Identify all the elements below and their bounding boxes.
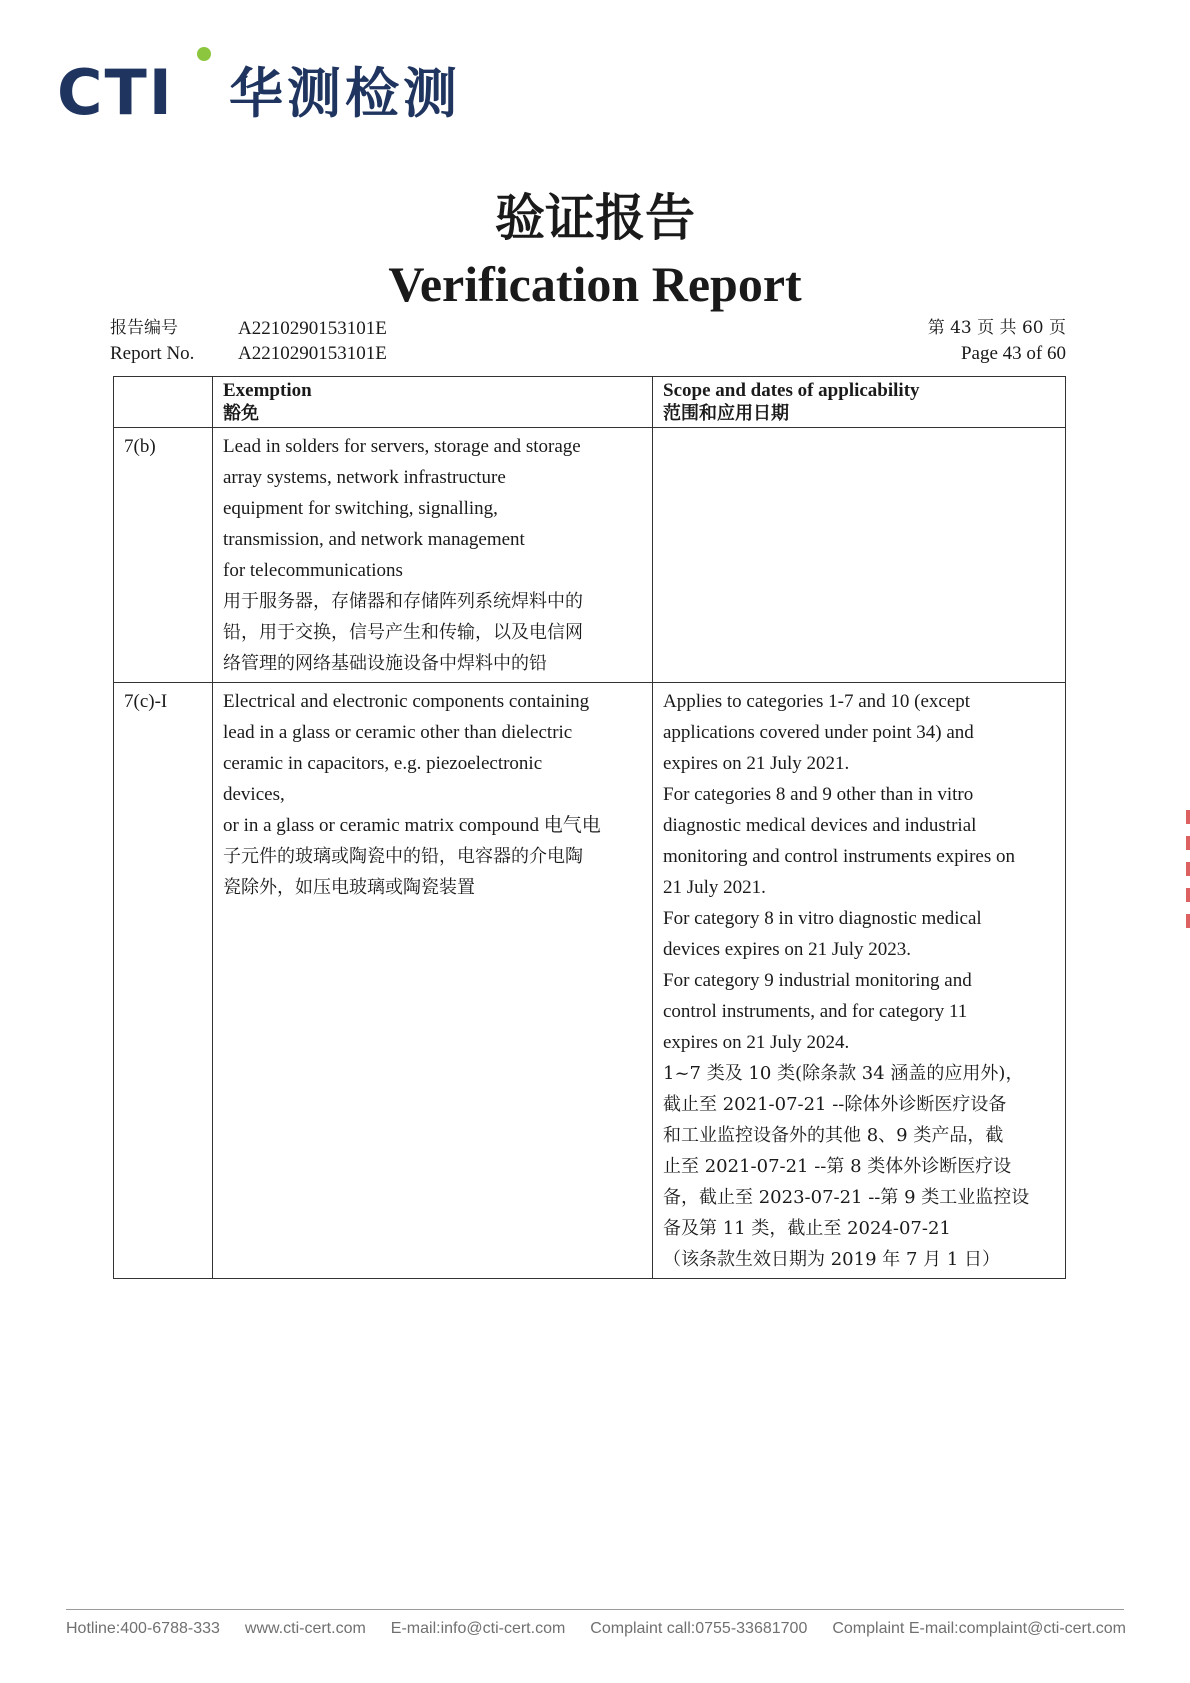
report-no-label-cn: 报告编号 (110, 318, 178, 338)
exemption-cell (213, 683, 653, 1279)
exemption-line: 用于服务器，存储器和存储阵列系统焊料中的 (223, 591, 583, 612)
row-number: 7(b) (114, 428, 213, 683)
row-number: 7(c)-I (114, 683, 213, 1279)
table-row (114, 428, 1066, 683)
exemption-line: or in a glass or ceramic matrix compound 电气电 (223, 815, 601, 836)
exemption-line: transmission, and network management (223, 529, 525, 550)
footer-website: www.cti-cert.com (244, 1620, 366, 1637)
scope-line: For categories 8 and 9 other than in vitro (663, 784, 974, 805)
exemption-line: for telecommunications (223, 560, 403, 581)
scope-line: devices expires on 21 July 2023. (663, 939, 912, 960)
logo-chinese-text: 华测检测 (229, 62, 461, 125)
exemption-line: 子元件的玻璃或陶瓷中的铅，电容器的介电陶 (223, 846, 583, 867)
scope-line: expires on 21 July 2021. (663, 753, 850, 774)
header-exemption-cn: 豁免 (223, 403, 259, 424)
report-number-block (110, 316, 387, 366)
footer-email: E-mail:info@cti-cert.com (390, 1620, 566, 1637)
exemption-line: 铅，用于交换，信号产生和传输，以及电信网 (223, 622, 583, 643)
exemption-line: 瓷除外，如压电玻璃或陶瓷装置 (223, 877, 475, 898)
scope-cell (653, 683, 1066, 1279)
header-scope (653, 377, 1066, 428)
scope-line: 和工业监控设备外的其他 8、9 类产品，截 (663, 1125, 1004, 1146)
exemption-line: equipment for switching, signalling, (223, 498, 498, 519)
scope-line: control instruments, and for category 11 (663, 1001, 968, 1022)
page-number-cn: 第 43 页 共 60 页 (927, 318, 1066, 338)
exemption-line: ceramic in capacitors, e.g. piezoelectronic (223, 753, 543, 774)
footer-divider (66, 1609, 1124, 1610)
scope-line: monitoring and control instruments expires on (663, 846, 1015, 867)
table-row (114, 683, 1066, 1279)
exemption-line: array systems, network infrastructure (223, 467, 506, 488)
logo-latin-text: CTI (57, 56, 174, 129)
page-number-en: Page 43 of 60 (960, 343, 1066, 364)
report-no-label-en: Report No. (110, 343, 195, 364)
scope-line: diagnostic medical devices and industrial (663, 815, 977, 836)
footer-complaint-email: Complaint E-mail:complaint@cti-cert.com (832, 1620, 1126, 1637)
header-no (114, 377, 213, 428)
page-number-block (928, 316, 1066, 366)
scope-line: 1~7 类及 10 类(除条款 34 涵盖的应用外)， (663, 1063, 1024, 1084)
scope-line: 备及第 11 类，截止至 2024-07-21 (663, 1218, 951, 1239)
page-footer (66, 1620, 1126, 1638)
scope-line: applications covered under point 34) and (663, 722, 974, 743)
scope-line: 备，截止至 2023-07-21 --第 9 类工业监控设 (663, 1187, 1030, 1208)
header-scope-cn: 范围和应用日期 (663, 403, 789, 424)
scope-line: （该条款生效日期为 2019 年 7 月 1 日） (663, 1249, 1001, 1270)
table-header-row (114, 377, 1066, 428)
header-scope-en: Scope and dates of applicability (663, 380, 920, 401)
exemption-cell (213, 428, 653, 683)
scope-line: For category 8 in vitro diagnostic medical (663, 908, 982, 929)
report-no-value-en: A2210290153101E (238, 343, 387, 364)
report-title-chinese: 验证报告 (495, 188, 695, 247)
scope-line: 21 July 2021. (663, 877, 766, 898)
scope-line: expires on 21 July 2024. (663, 1032, 850, 1053)
edge-stamp-mark (1186, 810, 1190, 940)
scope-line: Applies to categories 1-7 and 10 (except (663, 691, 971, 712)
scope-line: For category 9 industrial monitoring and (663, 970, 972, 991)
exemption-table (113, 376, 1066, 1279)
exemption-line: Electrical and electronic components containing (223, 691, 590, 712)
scope-line: 截止至 2021-07-21 --除体外诊断医疗设备 (663, 1094, 1007, 1115)
scope-line: 止至 2021-07-21 --第 8 类体外诊断医疗设 (663, 1156, 1012, 1177)
header-exemption (213, 377, 653, 428)
exemption-line: 络管理的网络基础设施设备中焊料中的铅 (223, 653, 547, 674)
footer-complaint-call: Complaint call:0755-33681700 (590, 1620, 808, 1637)
exemption-line: Lead in solders for servers, storage and storage (223, 436, 581, 457)
exemption-line: devices, (223, 784, 285, 805)
scope-cell (653, 428, 1066, 683)
header-exemption-en: Exemption (223, 380, 312, 401)
report-no-value-cn: A2210290153101E (238, 318, 387, 339)
logo-dot-icon (197, 47, 211, 61)
exemption-line: lead in a glass or ceramic other than dielectric (223, 722, 573, 743)
report-title-english: Verification Report (388, 256, 802, 312)
footer-hotline: Hotline:400-6788-333 (66, 1620, 220, 1637)
